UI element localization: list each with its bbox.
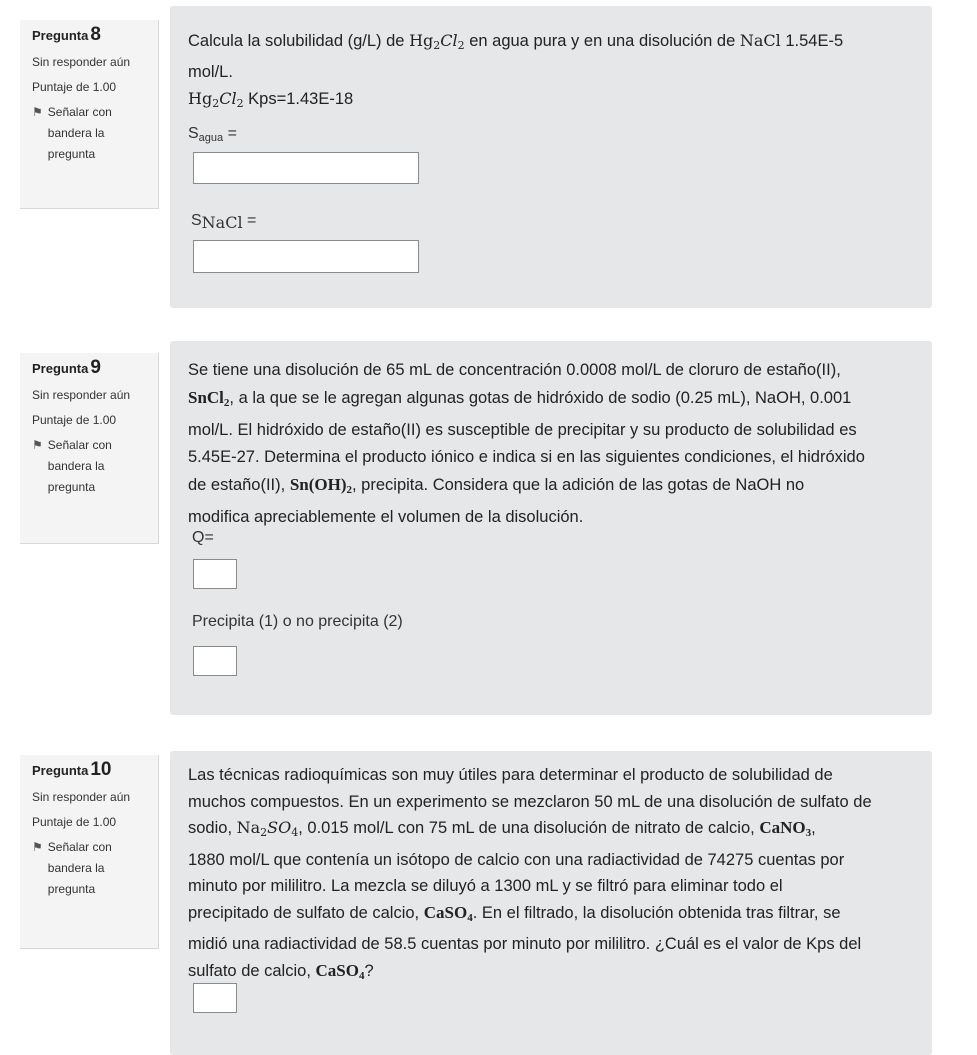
question-10-flag-button[interactable] [32,837,152,900]
question-8-status: Sin responder aún [32,55,131,69]
s-nacl-input[interactable] [193,240,419,273]
question-8-title: Pregunta 8 [32,24,101,45]
question-8-kps: $Hg_2Cl_2$ Kps=1.43E-18 [188,89,354,110]
s-agua-label: $S_{agua}$ = [188,125,237,144]
q-input[interactable] [193,559,237,589]
question-9-status: Sin responder aún [32,388,131,402]
question-8 [0,0,977,320]
s-agua-input[interactable] [193,152,419,184]
question-8-points: Puntaje de 1.00 [32,80,117,94]
question-10-status: Sin responder aún [32,790,131,804]
kps-input[interactable] [193,983,237,1013]
flag-label: Señalar con bandera la pregunta [47,105,112,161]
precipita-input[interactable] [193,646,237,676]
question-8-info [20,20,159,209]
question-9-info [20,353,159,544]
question-9-points: Puntaje de 1.00 [32,413,117,427]
question-9-title: Pregunta 9 [32,357,101,378]
question-9 [0,335,977,730]
flag-icon: ⚑ [32,438,43,452]
formula-hg2cl2: $Hg_2Cl_2$ [409,31,465,52]
flag-icon: ⚑ [32,840,43,854]
question-9-text: Se tiene una disolución de 65 mL de concentración 0.0008 mol/L de cloruro de estaño(II), SnCl$_2$, a la que se le agregan algunas gotas de hidróxido de sodio (0.25 mL), NaOH, 0.001 mol/L. El hidróxido de estaño(II) es susceptible de precipitar y su producto de solubilidad es 5.45E-27. Determina el producto iónico e indica si en las siguientes condiciones, el hidróxido de estaño(II), $Sn(OH)_2$, precipita. Considera que la adición de las gotas de NaOH no modifica apreciablemente el volumen de la disolución. [188,361,865,526]
question-10-points: Puntaje de 1.00 [32,815,117,829]
flag-icon: ⚑ [32,105,43,119]
flag-label: Señalar con bandera la pregunta [47,438,112,494]
question-10 [0,745,977,1055]
s-nacl-label: $S_{NaCl}$ = [191,212,257,232]
question-10-info [20,755,159,949]
question-8-text: Calcula la solubilidad (g/L) de $Hg_2Cl_2$ en agua pura y en una disolución de NaCl 1.54E-5 mol/L. [188,31,844,81]
question-10-text: Las técnicas radioquímicas son muy útiles para determinar el producto de solubilidad de muchos compuestos. En un experimento se mezclaron 50 mL de una disolución de sulfato de sodio, $Na_2SO_4$, 0.015 mol/L con 75 mL de una disolución de nitrato de calcio, CaNO$_3$, 1880 mol/L que contenía un isótopo de calcio con una radiactividad de 74275 cuentas por minuto por mililitro. La mezcla se diluyó a 1300 mL y se filtró para eliminar todo el precipitado de sulfato de calcio, CaSO$_4$. En el filtrado, la disolución obtenida tras filtrar, se midió una radiactividad de 58.5 cuentas por minuto por mililitro. ¿Cuál es el valor de Kps del sulfato de calcio, CaSO$_4$? [188,766,872,982]
question-10-title: Pregunta 10 [32,759,112,780]
question-8-flag-button[interactable] [32,102,152,165]
flag-label: Señalar con bandera la pregunta [47,840,112,896]
question-9-flag-button[interactable] [32,435,152,498]
q-label: Q= [192,529,214,546]
precipita-label: Precipita (1) o no precipita (2) [192,613,403,630]
